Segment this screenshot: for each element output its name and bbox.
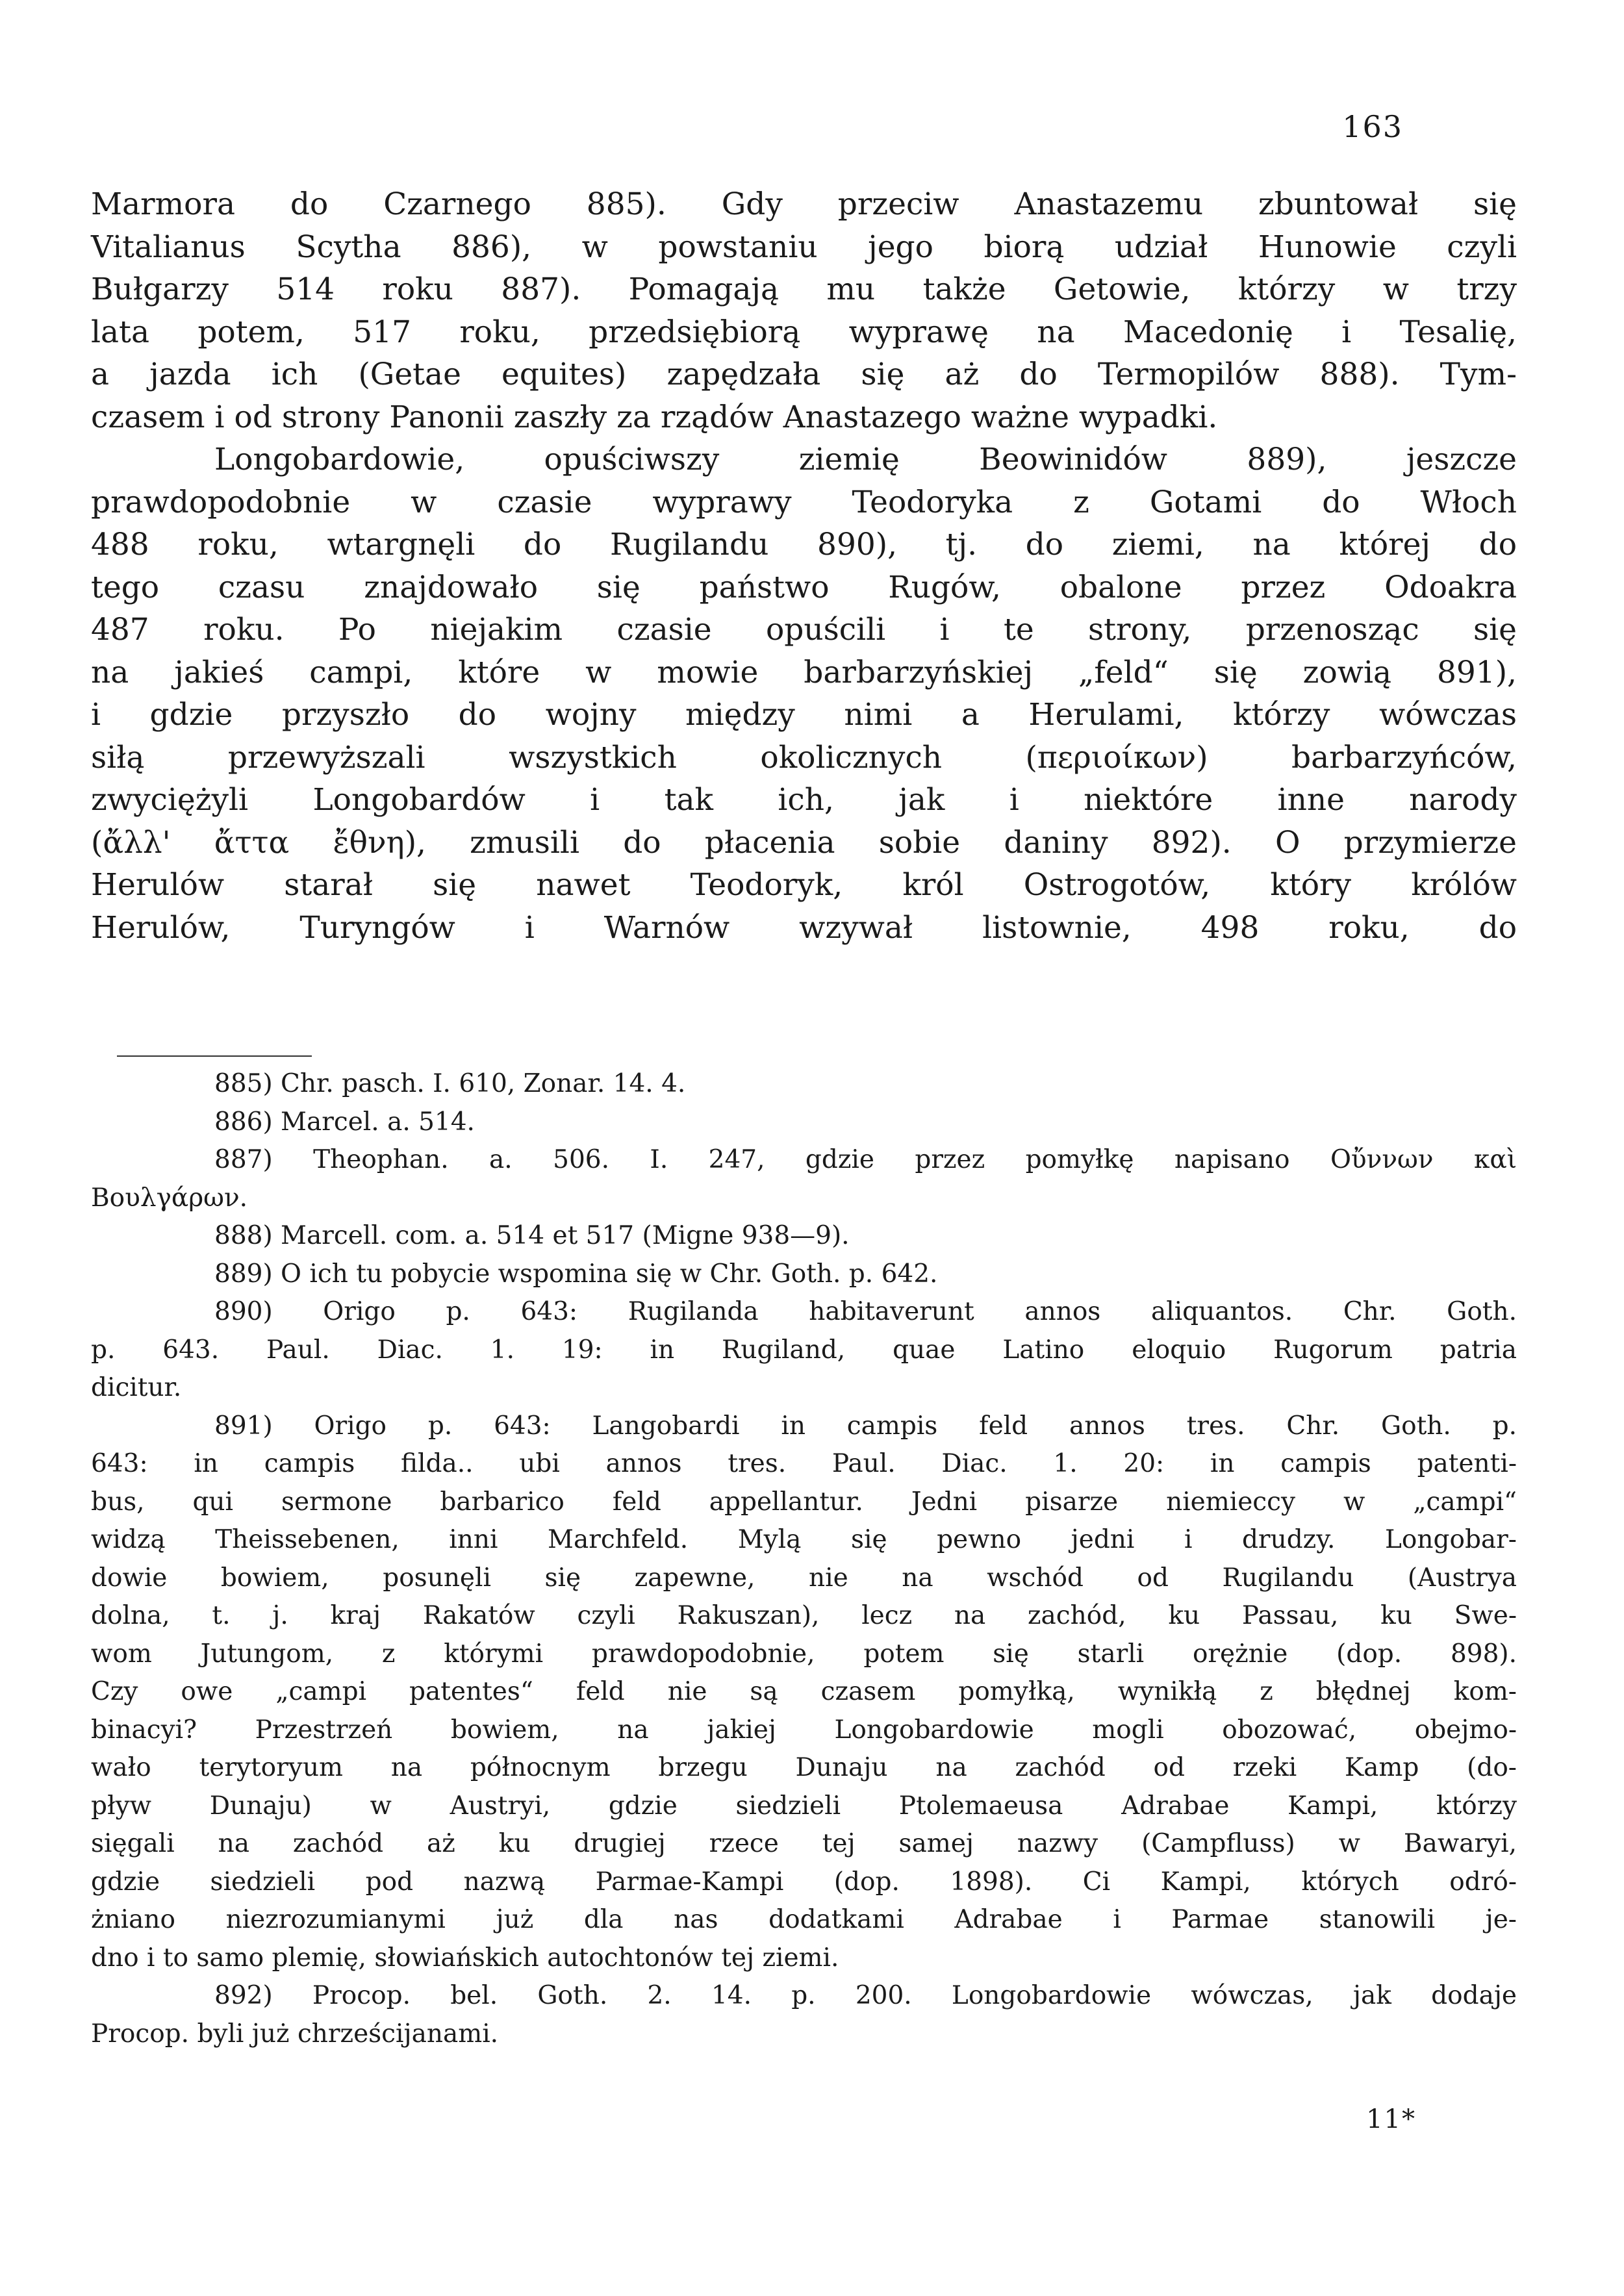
- footnote-line: 891) Origo p. 643: Langobardi in campis feld annos tres. Chr. Goth. p.: [214, 1411, 1517, 1441]
- main-line: Marmora do Czarnego 885). Gdy przeciw Anastazemu zbuntował się: [91, 186, 1517, 222]
- footnote-line: Βουλγάρων.: [91, 1183, 248, 1213]
- main-line: Herulów starał się nawet Teodoryk, król Ostrogotów, który królów: [91, 867, 1517, 903]
- footnote-line: dolna, t. j. kraj Rakatów czyli Rakuszan), lecz na zachód, ku Passau, ku Swe-: [91, 1601, 1517, 1630]
- footnote-line: sięgali na zachód aż ku drugiej rzece tej samej nazwy (Campfluss) w Bawaryi,: [91, 1829, 1517, 1858]
- footnote-line: 889) O ich tu pobycie wspomina się w Chr. Goth. p. 642.: [214, 1259, 938, 1289]
- signature-mark: 11*: [1366, 2104, 1416, 2134]
- main-line: siłą przewyższali wszystkich okolicznych (περιοίκων) barbarzyńców,: [91, 739, 1517, 776]
- footnote-line: 887) Theophan. a. 506. I. 247, gdzie przez pomyłkę napisano Οὔννων καὶ: [214, 1145, 1517, 1174]
- footnote-line: dicitur.: [91, 1373, 182, 1402]
- main-line: (ἄλλ' ἄττα ἔθνη), zmusili do płacenia sobie daniny 892). O przymierze: [91, 824, 1517, 861]
- footnote-separator: [117, 1055, 312, 1057]
- footnote-line: wom Jutungom, z którymi prawdopodobnie, potem się starli orężnie (dop. 898).: [91, 1639, 1517, 1669]
- main-line: 487 roku. Po niejakim czasie opuścili i te strony, przenosząc się: [91, 612, 1517, 648]
- main-line: tego czasu znajdowało się państwo Rugów, obalone przez Odoakra: [91, 569, 1517, 605]
- main-line: prawdopodobnie w czasie wyprawy Teodoryka z Gotami do Włoch: [91, 484, 1517, 520]
- footnote-line: 886) Marcel. a. 514.: [214, 1107, 475, 1137]
- footnote-line: binacyi? Przestrzeń bowiem, na jakiej Longobardowie mogli obozować, obejmo-: [91, 1715, 1517, 1745]
- footnote-line: Procop. byli już chrześcijanami.: [91, 2019, 499, 2049]
- footnote-line: dowie bowiem, posunęli się zapewne, nie na wschód od Rugilandu (Austrya: [91, 1563, 1517, 1593]
- main-line: Herulów, Turyngów i Warnów wzywał listownie, 498 roku, do: [91, 909, 1517, 946]
- main-line: i gdzie przyszło do wojny między nimi a Herulami, którzy wówczas: [91, 697, 1517, 733]
- main-line: a jazda ich (Getae equites) zapędzała się aż do Termopilów 888). Tym-: [91, 357, 1517, 392]
- footnote-line: 643: in campis filda.. ubi annos tres. Paul. Diac. 1. 20: in campis patenti-: [91, 1449, 1517, 1478]
- main-line: Longobardowie, opuściwszy ziemię Beowinidów 889), jeszcze: [214, 442, 1517, 477]
- footnote-line: pływ Dunaju) w Austryi, gdzie siedzieli Ptolemaeusa Adrabae Kampi, którzy: [91, 1791, 1517, 1821]
- main-line: na jakieś campi, które w mowie barbarzyńskiej „feld“ się zowią 891),: [91, 654, 1517, 690]
- footnote-line: Czy owe „campi patentes“ feld nie są czasem pomyłką, wynikłą z błędnej kom-: [91, 1677, 1517, 1706]
- footnote-line: p. 643. Paul. Diac. 1. 19: in Rugiland, quae Latino eloquio Rugorum patria: [91, 1335, 1517, 1365]
- page-number: 163: [1342, 109, 1403, 144]
- main-line: czasem i od strony Panonii zaszły za rządów Anastazego ważne wypadki.: [91, 399, 1218, 435]
- main-line: Vitalianus Scytha 886), w powstaniu jego biorą udział Hunowie czyli: [91, 229, 1517, 265]
- footnote-line: żniano niezrozumianymi już dla nas dodatkami Adrabae i Parmae stanowili je-: [91, 1905, 1517, 1934]
- footnotes: [91, 1065, 1517, 2053]
- main-line: lata potem, 517 roku, przedsiębiorą wyprawę na Macedonię i Tesalię,: [91, 314, 1517, 350]
- footnote-line: widzą Theissebenen, inni Marchfeld. Mylą się pewno jedni i drudzy. Longobar-: [91, 1525, 1517, 1554]
- footnote-line: 885) Chr. pasch. I. 610, Zonar. 14. 4.: [214, 1069, 686, 1098]
- footnote-line: 888) Marcell. com. a. 514 et 517 (Migne 938—9).: [214, 1221, 850, 1250]
- footnote-line: gdzie siedzieli pod nazwą Parmae-Kampi (dop. 1898). Ci Kampi, których odró-: [91, 1867, 1517, 1897]
- footnote-line: wało terytoryum na północnym brzegu Dunaju na zachód od rzeki Kamp (do-: [91, 1753, 1517, 1782]
- main-line: Bułgarzy 514 roku 887). Pomagają mu także Getowie, którzy w trzy: [91, 271, 1517, 307]
- main-line: 488 roku, wtargnęli do Rugilandu 890), tj. do ziemi, na której do: [91, 527, 1517, 562]
- footnote-line: 890) Origo p. 643: Rugilanda habitaverunt annos aliquantos. Chr. Goth.: [214, 1297, 1517, 1326]
- main-text: [91, 183, 1517, 949]
- footnote-line: dno i to samo plemię, słowiańskich autochtonów tej ziemi.: [91, 1943, 839, 1973]
- footnote-line: bus, qui sermone barbarico feld appellantur. Jedni pisarze niemieccy w „campi“: [91, 1487, 1517, 1517]
- main-line: zwyciężyli Longobardów i tak ich, jak i niektóre inne narody: [91, 782, 1517, 818]
- footnote-line: 892) Procop. bel. Goth. 2. 14. p. 200. Longobardowie wówczas, jak dodaje: [214, 1981, 1517, 2010]
